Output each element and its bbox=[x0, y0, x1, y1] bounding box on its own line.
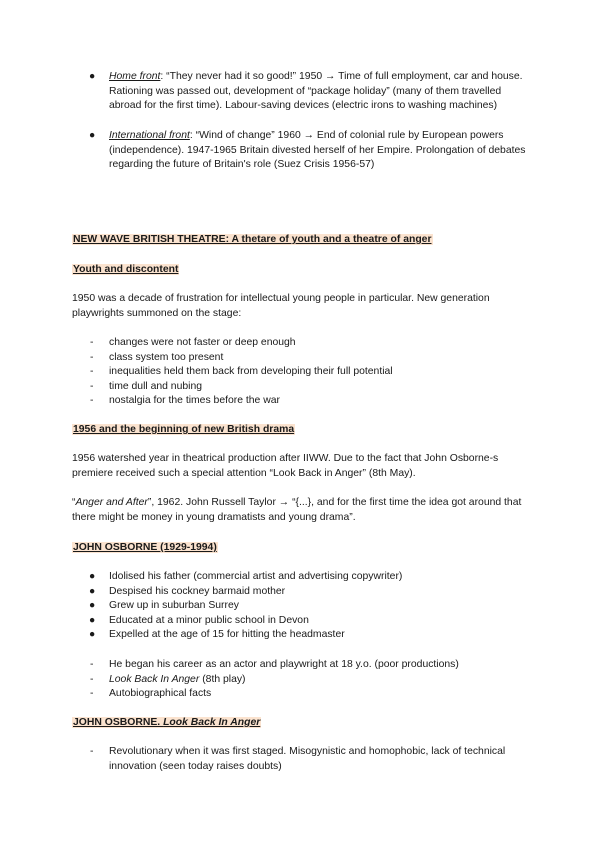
list-item: ● Despised his cockney barmaid mother bbox=[89, 585, 286, 597]
list-item: ● Idolised his father (commercial artist and advertising copywriter) bbox=[89, 571, 403, 582]
youth-intro: 1950 was a decade of frustration for intellectual young people in particular. New generation playwrights summoned on the stage: bbox=[72, 293, 490, 319]
list-item: - inequalities held them back from developing their full potential bbox=[90, 366, 393, 378]
list-item: ● Educated at a minor public school in Devon bbox=[89, 614, 309, 626]
drama1956-heading: 1956 and the beginning of new British drama bbox=[73, 424, 295, 435]
bullet-marker: ● bbox=[89, 71, 96, 82]
list-item: - Look Back In Anger (8th play) bbox=[90, 673, 246, 685]
international-front-text: : “Wind of change” 1960 → End of colonial rule by European powers (independence). 1947-1965 Britain divested herself of her Empire. Prolongation of debates regarding the future of Britain's role (Suez Crisis 1956-57) bbox=[109, 130, 526, 171]
quote-title: Anger and After bbox=[75, 497, 148, 508]
osborne-heading: JOHN OSBORNE (1929-1994) bbox=[73, 542, 217, 553]
home-front-text: : “They never had it so good!” 1950 → Time of full employment, car and house. Rationing was passed out, development of “package holiday” (many of them travelled abroad for the first time). Labour-saving devices (electric irons to washing machines) bbox=[109, 71, 523, 112]
home-front-label: Home front bbox=[109, 71, 161, 82]
lbia-heading: JOHN OSBORNE. Look Back In Anger bbox=[73, 717, 261, 728]
osborne-dash-list bbox=[72, 658, 532, 702]
list-item: ● Grew up in suburban Surrey bbox=[89, 600, 239, 612]
lbia-list bbox=[72, 745, 532, 774]
international-front-item bbox=[72, 129, 532, 173]
youth-heading: Youth and discontent bbox=[73, 264, 179, 275]
list-item: - Revolutionary when it was first staged. Misogynistic and homophobic, lack of technical innovation (seen today raises doubts) bbox=[90, 746, 506, 772]
drama1956-quote: “Anger and After”, 1962. John Russell Taylor → “{...}, and for the first time the idea got around that there might be money in young dramatists and young drama”. bbox=[72, 497, 522, 523]
drama1956-paragraph: 1956 watershed year in theatrical production after IIWW. Due to the fact that John Osborne-s premiere received such a special attention “Look Back in Anger” (8th May). bbox=[72, 453, 499, 479]
list-item: - class system too present bbox=[90, 351, 224, 363]
home-front-item bbox=[72, 70, 532, 114]
bullet-marker: ● bbox=[89, 130, 96, 141]
list-item: - nostalgia for the times before the war bbox=[90, 395, 280, 407]
list-item: - He began his career as an actor and playwright at 18 y.o. (poor productions) bbox=[90, 659, 459, 670]
international-front-label: International front bbox=[109, 130, 190, 141]
list-item: ● Expelled at the age of 15 for hitting the headmaster bbox=[89, 629, 345, 641]
list-item: - time dull and nubing bbox=[90, 380, 203, 392]
section-heading-new-wave: NEW WAVE BRITISH THEATRE: A thetare of youth and a theatre of anger bbox=[73, 234, 432, 245]
list-item: - changes were not faster or deep enough bbox=[90, 337, 296, 348]
osborne-bullets bbox=[72, 570, 532, 643]
youth-list bbox=[72, 336, 532, 409]
list-item: - Autobiographical facts bbox=[90, 688, 212, 700]
